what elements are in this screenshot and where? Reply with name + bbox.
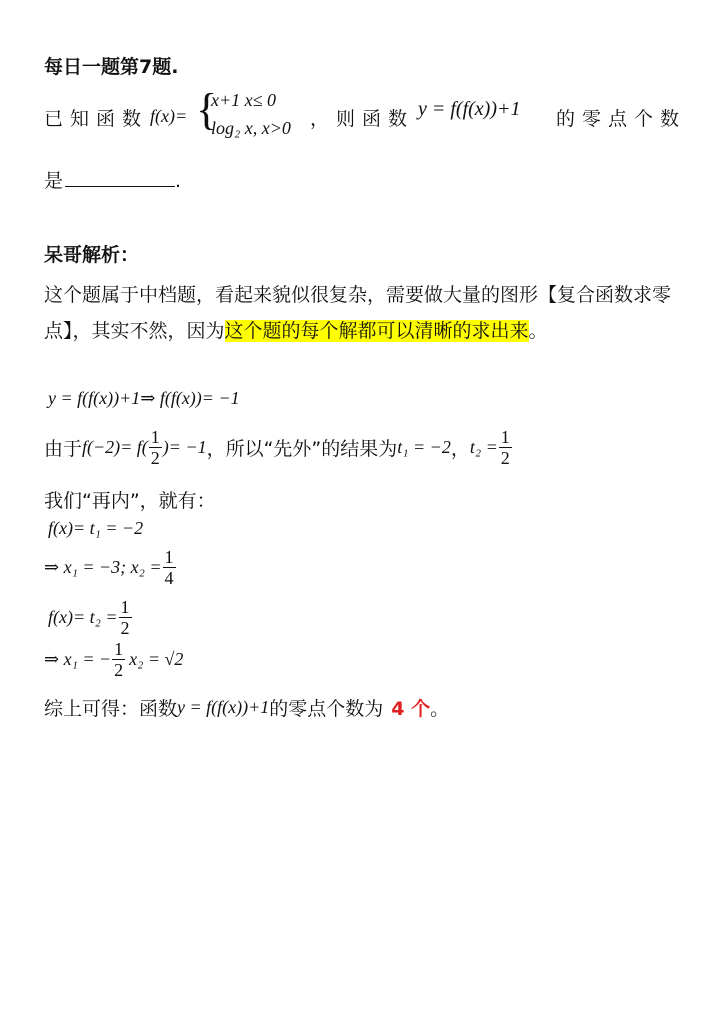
conclusion-answer: 4 个 xyxy=(391,698,431,720)
piecewise-case-1: x+1 x≤ 0 xyxy=(211,90,277,110)
conclusion-expression: y = f(f(x))+1 xyxy=(177,697,270,717)
problem-middle: ，则函数 xyxy=(310,108,415,130)
problem-prefix: 已知函数 xyxy=(44,108,149,130)
intro-line-2 xyxy=(44,316,548,343)
case-b-solution xyxy=(44,640,183,679)
case-b-equation xyxy=(48,598,133,637)
piecewise-case-2: log₂ x, x>0 xyxy=(211,118,291,138)
step2-t1: t₁ = −2 xyxy=(397,437,451,457)
case-b-eq-prefix: f(x)= t₂ = xyxy=(48,607,118,627)
case-b-eq-den: 2 xyxy=(120,618,130,638)
step2-t2-num: 1 xyxy=(500,427,510,447)
step2-separator: ， xyxy=(450,438,470,460)
step2-text: ，所以“先外”的结果为 xyxy=(206,438,398,460)
conclusion-end: 。 xyxy=(430,698,450,720)
step2-frac-num: 1 xyxy=(150,427,160,447)
piecewise-fx-label: f(x)= xyxy=(150,106,188,126)
step2-math-2: )= −1 xyxy=(162,437,207,457)
intro-line2-end: 。 xyxy=(528,320,548,342)
problem-line2-prefix: 是 xyxy=(44,170,64,192)
intro-line-1: 这个题属于中档题，看起来貌似很复杂，需要做大量的图形【复合函数求零 xyxy=(44,284,672,306)
step2-math-1: f(−2)= f( xyxy=(82,437,148,457)
case-a-solution-prefix: ⇒ x₁ = −3; x₂ = xyxy=(44,557,162,577)
problem-line2-suffix: . xyxy=(175,170,182,192)
step1-equation: y = f(f(x))+1⇒ f(f(x))= −1 xyxy=(48,388,240,408)
case-a-frac-den: 4 xyxy=(164,568,174,588)
step2-frac-den: 2 xyxy=(150,448,160,468)
step2-prefix: 由于 xyxy=(44,438,83,460)
intro-line2-plain: 点】，其实不然，因为 xyxy=(44,320,225,342)
case-b-eq-num: 1 xyxy=(120,597,130,617)
step3-text: 我们“再内”，就有： xyxy=(44,490,216,512)
case-b-sol-suffix: x₂ = √2 xyxy=(129,649,184,669)
problem-title: 每日一题第7题. xyxy=(44,56,179,78)
piecewise-brace: { xyxy=(196,85,218,134)
conclusion-prefix: 综上可得：函数 xyxy=(44,698,178,720)
case-a-solution xyxy=(44,548,177,587)
step2-t2-fraction xyxy=(499,428,512,467)
problem-y-expression: y = f(f(x))+1 xyxy=(418,98,521,120)
analysis-title: 呆哥解析： xyxy=(44,244,140,266)
case-b-sol-den: 2 xyxy=(114,660,124,680)
problem-suffix: 的零点个数 xyxy=(556,108,687,130)
answer-blank xyxy=(65,170,175,187)
step2-t2-label: t₂ = xyxy=(469,437,498,457)
case-b-eq-fraction xyxy=(119,598,132,637)
step2-fraction xyxy=(149,428,162,467)
case-b-sol-fraction xyxy=(112,640,125,679)
case-b-sol-prefix: ⇒ x₁ = − xyxy=(44,649,112,669)
conclusion-line xyxy=(44,694,449,721)
case-a-equation: f(x)= t₁ = −2 xyxy=(48,518,144,538)
intro-highlight: 这个题的每个解都可以清晰的求出来 xyxy=(224,320,529,342)
step2-line xyxy=(44,428,513,467)
case-a-fraction xyxy=(163,548,176,587)
step2-t2-den: 2 xyxy=(500,448,510,468)
conclusion-middle: 的零点个数为 xyxy=(269,698,384,720)
problem-line2 xyxy=(44,166,181,193)
case-a-frac-num: 1 xyxy=(164,547,174,567)
case-b-sol-num: 1 xyxy=(114,639,124,659)
